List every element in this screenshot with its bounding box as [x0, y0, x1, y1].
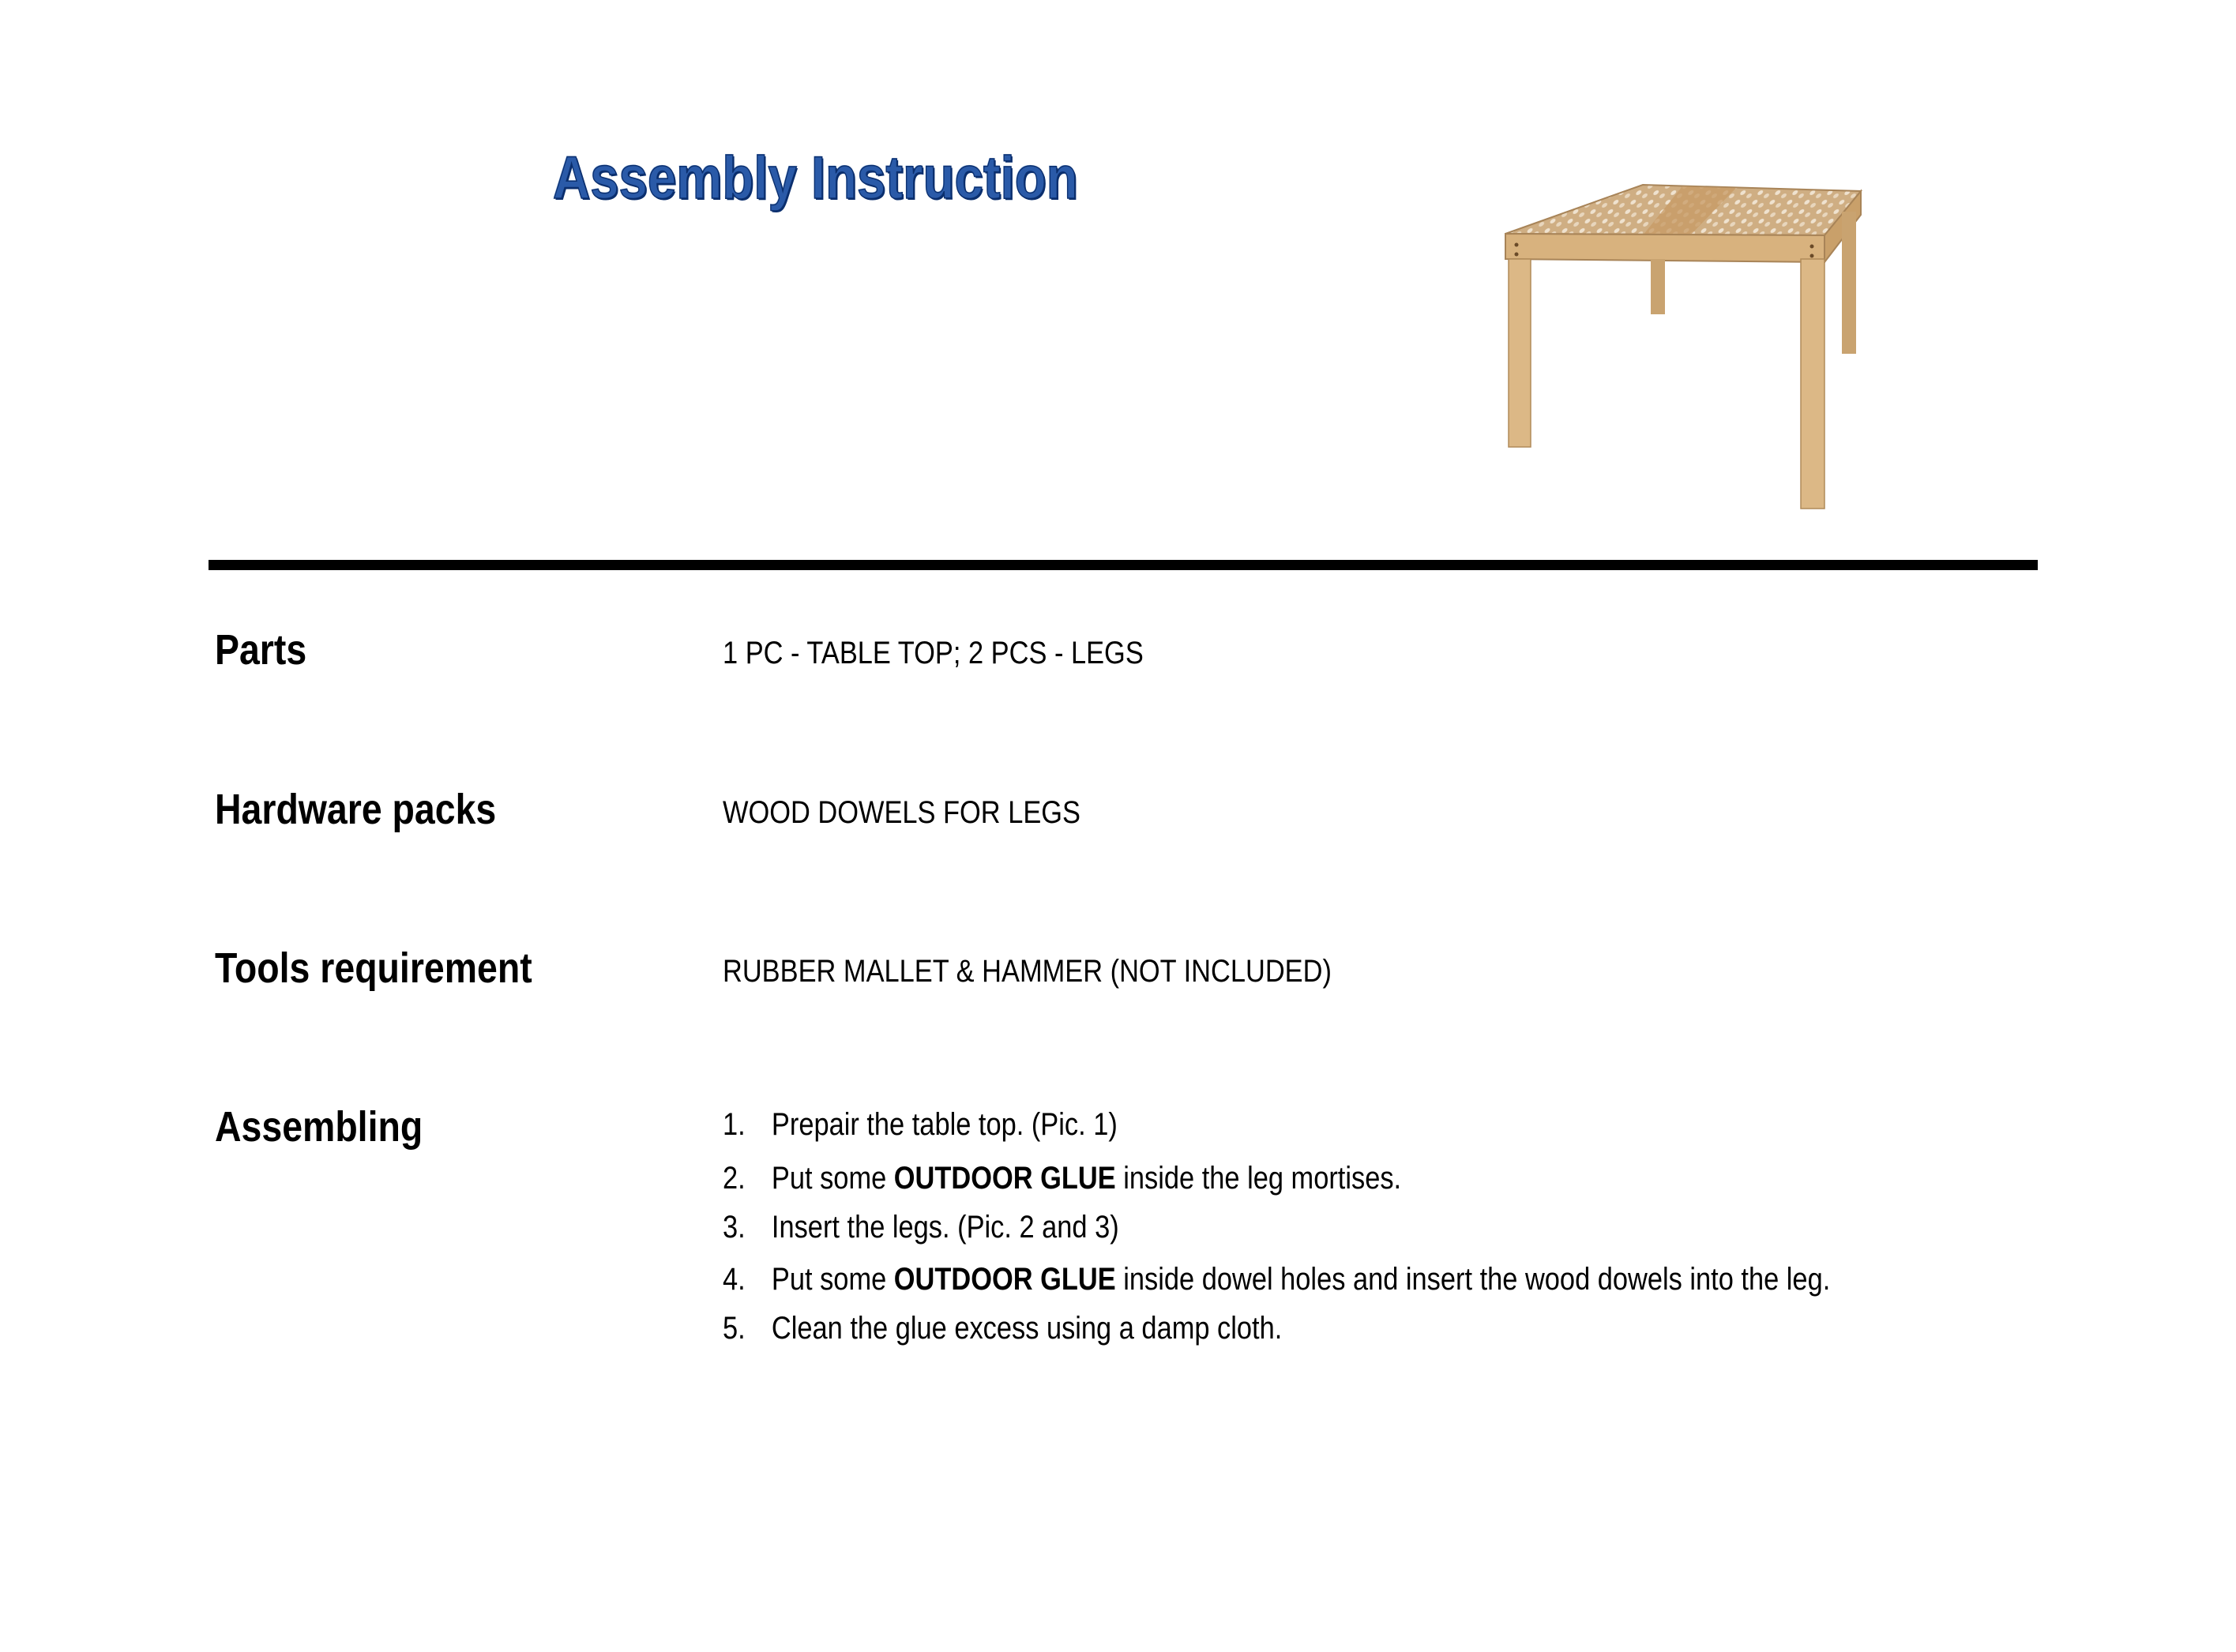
step-text-end: inside the leg mortises.	[1115, 1161, 1402, 1196]
step-text-end: inside dowel holes and insert the wood dowels into the leg.	[1115, 1262, 1831, 1297]
tools-value: RUBBER MALLET & HAMMER (NOT INCLUDED)	[723, 954, 1332, 989]
step-text: Put some	[771, 1262, 894, 1297]
step-number: 4.	[723, 1262, 746, 1297]
step-number: 5.	[723, 1311, 746, 1346]
step-text: Clean the glue excess using a damp cloth.	[771, 1311, 1283, 1346]
page-title: Assembly Instruction	[553, 145, 1078, 212]
assembling-label: Assembling	[215, 1103, 423, 1151]
step-bold: OUTDOOR GLUE	[893, 1262, 1116, 1297]
step-bold: OUTDOOR GLUE	[893, 1161, 1116, 1196]
hardware-label: Hardware packs	[215, 786, 497, 833]
hardware-value: WOOD DOWELS FOR LEGS	[723, 795, 1080, 830]
parts-label: Parts	[215, 626, 307, 674]
table-product-image	[1485, 180, 1864, 512]
step-text: Put some	[771, 1161, 894, 1196]
step-number: 3.	[723, 1210, 746, 1245]
step-number: 2.	[723, 1161, 746, 1196]
header-divider	[209, 560, 2038, 570]
step-text: Prepair the table top. (Pic. 1)	[771, 1107, 1118, 1142]
tools-label: Tools requirement	[215, 944, 532, 992]
list-item	[723, 1210, 1119, 1245]
step-text: Insert the legs. (Pic. 2 and 3)	[771, 1210, 1119, 1245]
parts-value: 1 PC - TABLE TOP; 2 PCS - LEGS	[723, 636, 1144, 670]
list-item	[723, 1311, 1282, 1346]
step-number: 1.	[723, 1107, 746, 1142]
list-item	[723, 1161, 1401, 1196]
list-item	[723, 1107, 1118, 1143]
list-item	[723, 1262, 1830, 1297]
